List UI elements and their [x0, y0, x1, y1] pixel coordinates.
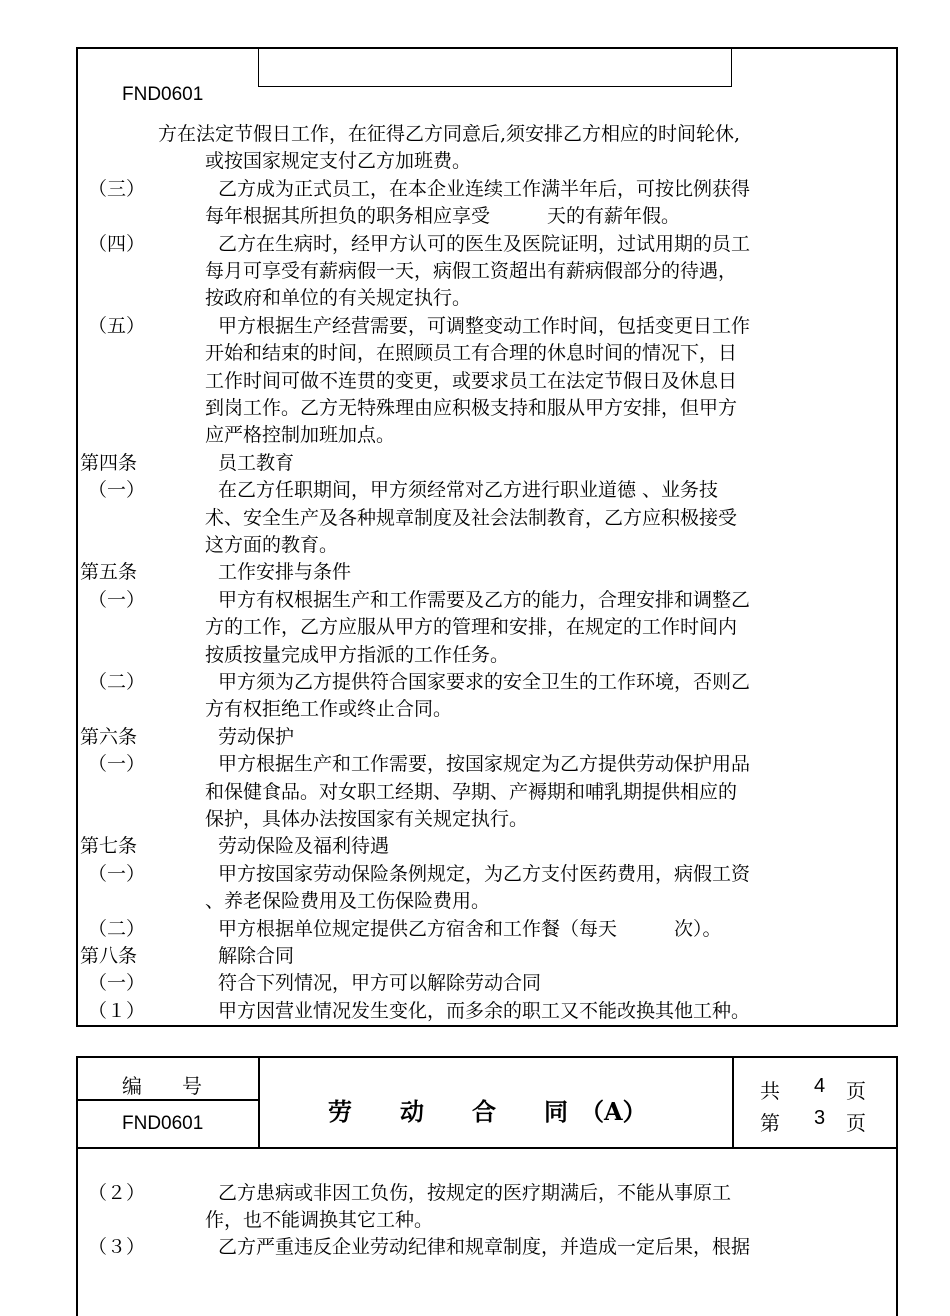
clause-number: （３）: [88, 1236, 146, 1258]
text-line: 应严格控制加班加点。: [205, 424, 396, 447]
clause-number: （一）: [88, 479, 146, 502]
text-line: 乙方严重违反企业劳动纪律和规章制度，并造成一定后果，根据: [218, 1236, 751, 1258]
text-line: 每年根据其所担负的职务相应享受 天的有薪年假。: [205, 205, 681, 228]
article-heading: 解除合同: [218, 945, 295, 967]
article-heading: 劳动保险及福利待遇: [218, 835, 390, 858]
text-line: 乙方患病或非因工负伤，按规定的医疗期满后，不能从事原工: [218, 1182, 732, 1204]
text-line: 乙方成为正式员工，在本企业连续工作满半年后，可按比例获得: [218, 177, 751, 200]
text-line: 到岗工作。乙方无特殊理由应积极支持和服从甲方安排，但甲方: [205, 397, 738, 419]
current-page: 3: [814, 1107, 826, 1129]
clause-number: （二）: [88, 671, 146, 693]
document-title: 劳 动 合 同 （A）: [328, 1097, 647, 1126]
clause-number: （一）: [88, 972, 146, 995]
text-line: 甲方有权根据生产和工作需要及乙方的能力，合理安排和调整乙: [218, 588, 751, 611]
header-divider: [732, 1056, 734, 1148]
clause-number: （一）: [88, 753, 146, 776]
header-bottom-rule: [76, 1147, 898, 1149]
text-line: 甲方因营业情况发生变化，而多余的职工又不能改换其他工种。: [218, 999, 751, 1022]
text-line: 这方面的教育。: [205, 534, 339, 556]
text-line: 甲方按国家劳动保险条例规定，为乙方支付医药费用，病假工资: [218, 862, 751, 885]
header-divider: [258, 1056, 260, 1148]
text-line: 甲方根据单位规定提供乙方宿舍和工作餐（每天 次）。: [218, 917, 722, 940]
clause-number: （一）: [88, 588, 146, 611]
current-label: 第: [760, 1111, 780, 1135]
text-line: 按政府和单位的有关规定执行。: [205, 287, 472, 310]
text-line: 符合下列情况，甲方可以解除劳动合同: [218, 972, 542, 995]
clause-number: （１）: [88, 999, 146, 1022]
header-box: [258, 47, 732, 87]
text-line: 甲方根据生产和工作需要，按国家规定为乙方提供劳动保护用品: [218, 753, 751, 776]
article-heading: 员工教育: [218, 451, 295, 474]
article-heading: 劳动保护: [218, 725, 295, 748]
text-line: 按质按量完成甲方指派的工作任务。: [205, 643, 510, 666]
clause-number: （２）: [88, 1182, 146, 1204]
number-rule: [76, 1099, 258, 1101]
text-line: 方在法定节假日工作，在征得乙方同意后,须安排乙方相应的时间轮休,: [158, 123, 741, 145]
text-line: 甲方须为乙方提供符合国家要求的安全卫生的工作环境，否则乙: [218, 671, 751, 693]
article-number: 第五条: [80, 561, 138, 584]
clause-number: （三）: [88, 177, 146, 200]
article-number: 第六条: [80, 725, 138, 748]
text-line: 术、安全生产及各种规章制度及社会法制教育，乙方应积极接受: [205, 506, 738, 529]
clause-number: （五）: [88, 314, 146, 337]
text-line: 、养老保险费用及工伤保险费用。: [205, 890, 491, 913]
text-line: 在乙方任职期间，甲方须经常对乙方进行职业道德 、业务技: [218, 479, 719, 502]
text-line: 工作时间可做不连贯的变更，或要求员工在法定节假日及休息日: [205, 369, 738, 392]
text-line: 开始和结束的时间，在照顾员工有合理的休息时间的情况下，日: [205, 342, 738, 365]
text-line: 方的工作，乙方应服从甲方的管理和安排，在规定的工作时间内: [205, 616, 738, 639]
text-line: 或按国家规定支付乙方加班费。: [205, 150, 472, 173]
text-line: 乙方在生病时，经甲方认可的医生及医院证明，过试用期的员工: [218, 232, 751, 255]
clause-number: （四）: [88, 232, 146, 255]
text-line: 作，也不能调换其它工种。: [205, 1209, 434, 1231]
text-line: 甲方根据生产经营需要，可调整变动工作时间，包括变更日工作: [218, 314, 751, 337]
text-line: 和保健食品。对女职工经期、孕期、产褥期和哺乳期提供相应的: [205, 780, 738, 803]
article-number: 第八条: [80, 945, 138, 967]
total-label: 共: [760, 1079, 780, 1103]
number-label: 编 号: [122, 1074, 202, 1098]
total-pages: 4: [814, 1075, 826, 1097]
form-code-2: FND0601: [122, 1113, 204, 1134]
article-number: 第七条: [80, 835, 138, 858]
text-line: 方有权拒绝工作或终止合同。: [205, 698, 453, 721]
page-unit-2: 页: [846, 1111, 866, 1135]
article-number: 第四条: [80, 451, 138, 474]
article-heading: 工作安排与条件: [218, 561, 352, 584]
text-line: 每月可享受有薪病假一天，病假工资超出有薪病假部分的待遇，: [205, 260, 738, 282]
clause-number: （二）: [88, 917, 146, 940]
form-code: FND0601: [122, 84, 204, 105]
text-line: 保护，具体办法按国家有关规定执行。: [205, 808, 529, 830]
clause-number: （一）: [88, 862, 146, 885]
page-unit: 页: [846, 1079, 866, 1103]
